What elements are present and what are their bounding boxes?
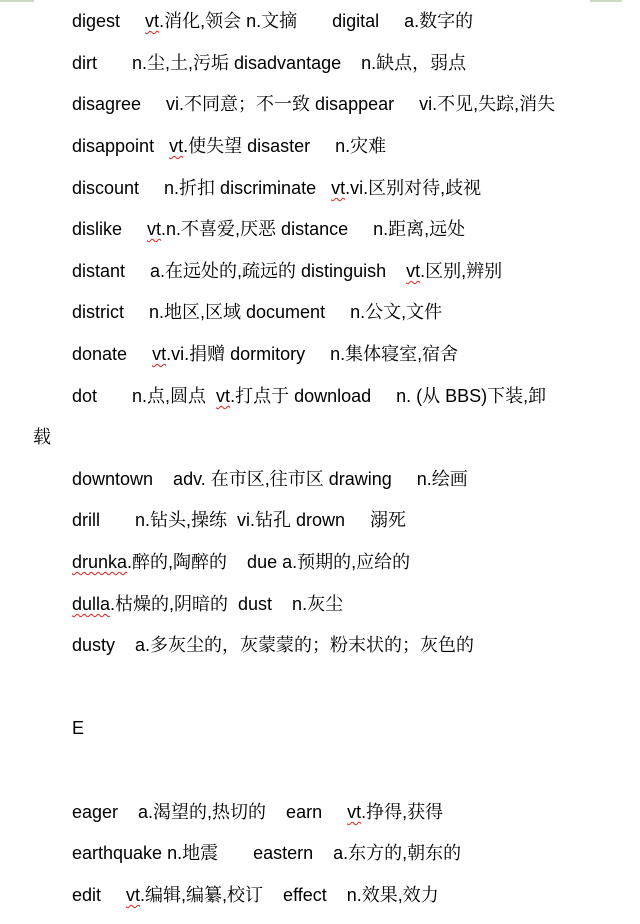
vocabulary-line [72,92,555,116]
spelling-error-text: vt [216,386,231,406]
line-text: dot n.点,圆点 [72,386,217,406]
spelling-error-text: vt [347,802,362,822]
line-text: E [72,718,85,738]
vocabulary-line [72,9,473,33]
line-text: .vi.捐赠 dormitory n.集体寝室,宿舍 [166,344,459,364]
line-text: .枯燥的,阴暗的 dust n.灰尘 [110,594,344,614]
vocabulary-line [72,217,465,241]
vocabulary-line [72,467,468,491]
vocabulary-line [72,342,458,366]
line-text: drill n.钻头,操练 vi.钻孔 drown 溺死 [72,510,407,530]
vocabulary-line [72,176,481,200]
line-text: disappoint [72,136,170,156]
line-text: dirt n.尘,土,污垢 disadvantage n.缺点，弱点 [72,53,467,73]
line-text: 载 [33,427,51,447]
spelling-error-text: vt [406,261,421,281]
spelling-error-text: vt [147,219,162,239]
line-text: .vi.区别对待,歧视 [345,178,482,198]
vocabulary-line [72,841,461,865]
line-text: discount n.折扣 discriminate [72,178,332,198]
vocabulary-line [72,384,546,408]
line-text: dusty a.多灰尘的，灰蒙蒙的；粉末状的；灰色的 [72,635,475,655]
vocabulary-line [72,800,443,824]
line-text: dislike [72,219,148,239]
vocabulary-line [72,134,386,158]
line-text: digest [72,11,146,31]
spelling-error-text: vt [169,136,184,156]
line-text: disagree vi.不同意；不一致 disappear vi.不见,失踪,消失 [72,94,556,114]
line-text: edit [72,885,127,905]
vocabulary-line [72,508,406,532]
page-corner-mark-left [0,0,34,2]
spelling-error-text: vt [152,344,167,364]
vocabulary-line [72,300,442,324]
vocabulary-line [72,592,343,616]
spelling-error-text: vt [331,178,346,198]
line-text: earthquake n.地震 eastern a.东方的,朝东的 [72,843,462,863]
vocabulary-line [72,51,466,75]
spelling-error-text: vt [145,11,160,31]
vocabulary-line [72,550,410,574]
vocabulary-line [33,425,51,449]
vocabulary-line [72,259,502,283]
spelling-error-text: drunka [72,552,128,572]
line-text: .编辑,编纂,校订 effect n.效果,效力 [140,885,439,905]
spelling-error-text: vt [126,885,141,905]
page-corner-mark-right [590,0,622,2]
vocabulary-line [72,633,474,657]
vocabulary-line [72,883,439,907]
line-text: .区别,辨别 [420,261,503,281]
line-text: donate [72,344,153,364]
line-text: distant a.在远处的,疏远的 distinguish [72,261,407,281]
line-text: .n.不喜爱,厌恶 distance n.距离,远处 [161,219,466,239]
line-text: downtown adv. 在市区,往市区 drawing n.绘画 [72,469,468,489]
line-text: .使失望 disaster n.灾难 [183,136,387,156]
line-text: district n.地区,区域 document n.公文,文件 [72,302,443,322]
line-text: .挣得,获得 [361,802,444,822]
line-text: eager a.渴望的,热切的 earn [72,802,348,822]
section-heading [72,716,84,740]
line-text: .消化,领会 n.文摘 digital a.数字的 [159,11,474,31]
line-text: .打点于 download n. (从 BBS)下装,卸 [230,386,547,406]
line-text: .醉的,陶醉的 due a.预期的,应给的 [127,552,411,572]
spelling-error-text: dulla [72,594,111,614]
